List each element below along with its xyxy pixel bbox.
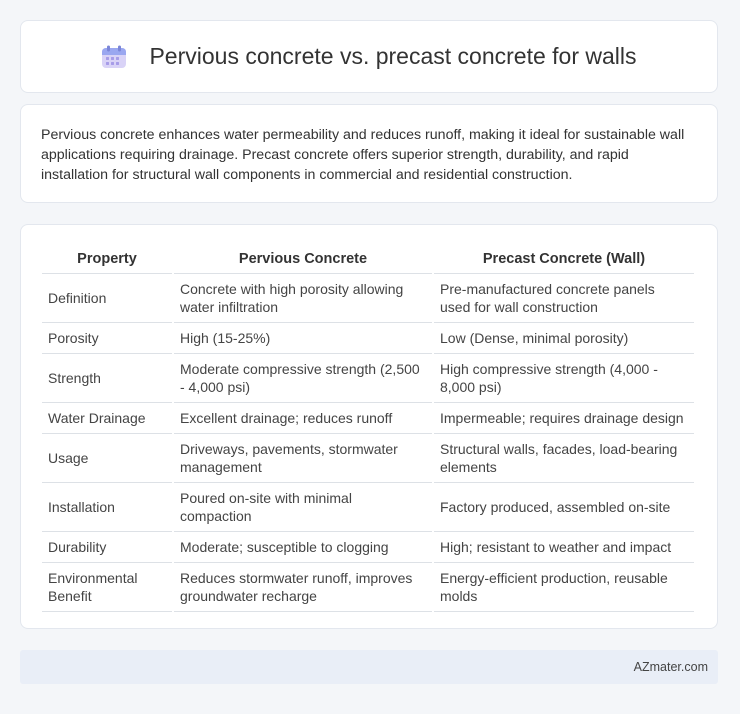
comparison-table-card: [20, 224, 718, 629]
pervious-cell: Excellent drainage; reduces runoff: [174, 403, 432, 434]
precast-cell: Structural walls, facades, load-bearing elements: [434, 434, 694, 483]
property-cell: Definition: [42, 274, 172, 323]
pervious-cell: Moderate compressive strength (2,500 - 4,000 psi): [174, 354, 432, 403]
pervious-cell: Poured on-site with minimal compaction: [174, 483, 432, 532]
table-row: [42, 483, 694, 532]
precast-cell: High; resistant to weather and impact: [434, 532, 694, 563]
column-header-property: Property: [42, 244, 172, 274]
property-cell: Strength: [42, 354, 172, 403]
table-row: [42, 563, 694, 612]
title-card: [20, 20, 718, 93]
precast-cell: Pre-manufactured concrete panels used for wall construction: [434, 274, 694, 323]
intro-card: [20, 104, 718, 203]
property-cell: Usage: [42, 434, 172, 483]
property-cell: Installation: [42, 483, 172, 532]
precast-cell: Low (Dense, minimal porosity): [434, 323, 694, 354]
table-row: [42, 323, 694, 354]
precast-cell: Impermeable; requires drainage design: [434, 403, 694, 434]
pervious-cell: Driveways, pavements, stormwater management: [174, 434, 432, 483]
intro-text: Pervious concrete enhances water permeability and reduces runoff, making it ideal for sustainable wall applications requiring drainage. Precast concrete offers superior strength, durability, and rapid installation for structural wall components in commercial and residential construction.: [41, 127, 685, 183]
column-header-pervious: Pervious Concrete: [174, 244, 432, 274]
property-cell: Durability: [42, 532, 172, 563]
table-row: [42, 532, 694, 563]
table-row: [42, 354, 694, 403]
page-title: Pervious concrete vs. precast concrete for walls: [149, 43, 637, 69]
footer-brand: AZmater.com: [633, 660, 708, 674]
table-row: [42, 403, 694, 434]
precast-cell: Energy-efficient production, reusable molds: [434, 563, 694, 612]
property-cell: Water Drainage: [42, 403, 172, 434]
precast-cell: Factory produced, assembled on-site: [434, 483, 694, 532]
column-header-precast: Precast Concrete (Wall): [434, 244, 694, 274]
calendar-icon: [101, 45, 127, 69]
comparison-table: [40, 244, 696, 612]
property-cell: Porosity: [42, 323, 172, 354]
table-row: [42, 434, 694, 483]
pervious-cell: Reduces stormwater runoff, improves groundwater recharge: [174, 563, 432, 612]
table-row: [42, 274, 694, 323]
footer-bar: [20, 650, 718, 684]
table-header-row: [42, 244, 694, 274]
pervious-cell: High (15-25%): [174, 323, 432, 354]
property-cell: Environmental Benefit: [42, 563, 172, 612]
pervious-cell: Concrete with high porosity allowing water infiltration: [174, 274, 432, 323]
pervious-cell: Moderate; susceptible to clogging: [174, 532, 432, 563]
precast-cell: High compressive strength (4,000 - 8,000 psi): [434, 354, 694, 403]
